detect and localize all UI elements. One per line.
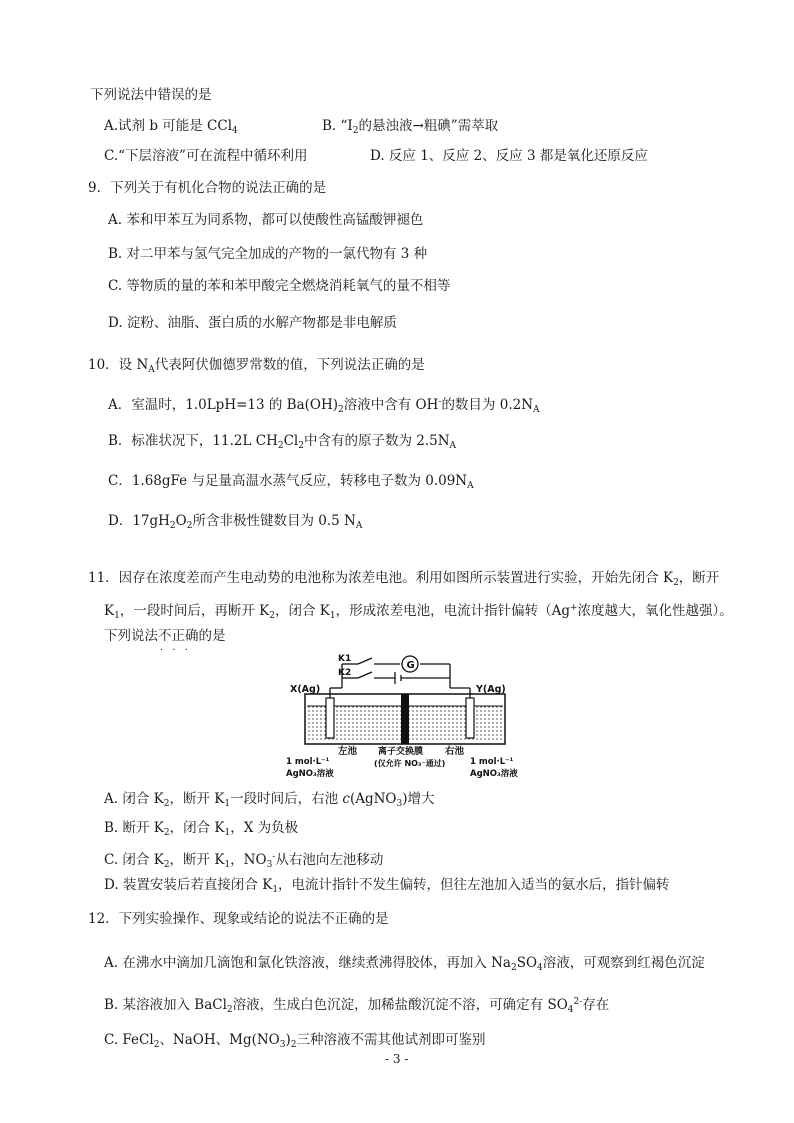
q10-option-c: C．1.68gFe 与足量高温水蒸气反应，转移电子数为 $0.09N_A$ <box>108 473 474 491</box>
concentration-cell-diagram <box>280 650 530 780</box>
q8-stem: 下列说法中错误的是 <box>90 87 212 103</box>
q9-option-d: D. 淀粉、油脂、蛋白质的水解产物都是非电解质 <box>108 315 397 331</box>
membrane-label: 离子交换膜 <box>378 747 424 757</box>
emphasis-not-correct: 不正确 · · · <box>158 628 199 644</box>
q9-stem: 9．下列关于有机化合物的说法正确的是 <box>88 180 327 196</box>
electrode-y <box>466 698 474 738</box>
q11-stem-line-2: $K_1$，一段时间后，再断开 $K_2$，闭合 $K_1$，形成浓差电池，电流计指针偏转（Ag+浓度越大，氧化性越强）。 <box>104 603 733 621</box>
q8-option-b: B. “$I_2$的悬浊液→粗碘”需萃取 <box>322 118 499 136</box>
electrode-x-label: X(Ag) <box>290 684 321 695</box>
right-concentration: 1 mol·L⁻¹ <box>470 757 514 767</box>
q11-option-c: C. 闭合 $K_2$，断开 $K_1$，$NO_3^-$从右池向左池移动 <box>104 852 384 870</box>
q9-option-a: A. 苯和甲苯互为同系物，都可以使酸性高锰酸钾褪色 <box>108 212 424 228</box>
electrode-y-label: Y(Ag) <box>476 684 506 695</box>
right-pool-label: 右池 <box>445 746 465 757</box>
ion-exchange-membrane <box>401 694 409 744</box>
q10-option-b: B．标准状况下，11.2L $CH_2Cl_2$中含有的原子数为 $2.5N_A$ <box>108 433 457 451</box>
q11-stem-line-1: 11．因存在浓度差而产生电动势的电池称为浓差电池。利用如图所示装置进行实验，开始先闭合 $K_2$，断开 <box>88 570 720 588</box>
electrode-x <box>326 698 334 738</box>
q12-option-c: C. FeCl$_2$、NaOH、$Mg(NO_3)_2$三种溶液不需其他试剂即可鉴别 <box>104 1032 486 1050</box>
q11-option-d: D. 装置安装后若直接闭合 $K_1$，电流计指针不发生偏转，但往左池加入适当的氨水后，指针偏转 <box>104 877 670 895</box>
galvanometer-label: G <box>406 660 415 671</box>
q10-stem: 10．设 $N_A$代表阿伏伽德罗常数的值，下列说法正确的是 <box>88 357 425 375</box>
page-number: - 3 - <box>385 1052 409 1066</box>
q10-option-d: D．$17gH_2O_2$所含非极性键数目为 0.5 $N_A$ <box>108 513 363 531</box>
q11-stem-line-3: 下列说法不正确 · · ·的是 <box>104 627 226 645</box>
left-solution: AgNO₃溶液 <box>286 769 334 779</box>
membrane-note: (仅允许 NO₃⁻通过) <box>374 759 446 768</box>
left-concentration: 1 mol·L⁻¹ <box>286 757 330 767</box>
q11-option-b: B. 断开 $K_2$，闭合 $K_1$，X 为负极 <box>104 820 299 838</box>
switch-k1-label: K1 <box>338 654 352 664</box>
q8-option-a: A.试剂 b 可能是 CCl$_4$ <box>104 118 238 136</box>
q12-option-a: A. 在沸水中滴加几滴饱和氯化铁溶液，继续煮沸得胶体，再加入 $Na_2SO_4$溶液，可观察到红褐色沉淀 <box>104 955 705 973</box>
q10-option-a: A．室温时，1.0LpH=13 的 $Ba(OH)_2$溶液中含有 OH-的数目为 $0.2N_A$ <box>108 397 540 415</box>
switch-k2-label: K2 <box>338 668 352 678</box>
q11-option-a: A. 闭合 $K_2$，断开 $K_1$一段时间后，右池 c(AgNO$_3$)增大 <box>104 791 435 809</box>
q9-option-b: B. 对二甲苯与氢气完全加成的产物的一氯代物有 3 种 <box>108 246 428 262</box>
q8-option-d: D. 反应 1、反应 2、反应 3 都是氧化还原反应 <box>370 148 648 164</box>
left-pool-label: 左池 <box>338 746 358 757</box>
right-solution: AgNO₃溶液 <box>470 769 518 779</box>
q9-option-c: C. 等物质的量的苯和苯甲酸完全燃烧消耗氧气的量不相等 <box>108 278 451 294</box>
q12-stem: 12．下列实验操作、现象或结论的说法不正确的是 <box>88 911 389 927</box>
q8-option-c: C.“下层溶液”可在流程中循环利用 <box>104 148 308 164</box>
q12-option-b: B. 某溶液加入 BaCl$_2$溶液，生成白色沉淀，加稀盐酸沉淀不溶，可确定有 $SO_4^{2-}$存在 <box>104 997 610 1015</box>
